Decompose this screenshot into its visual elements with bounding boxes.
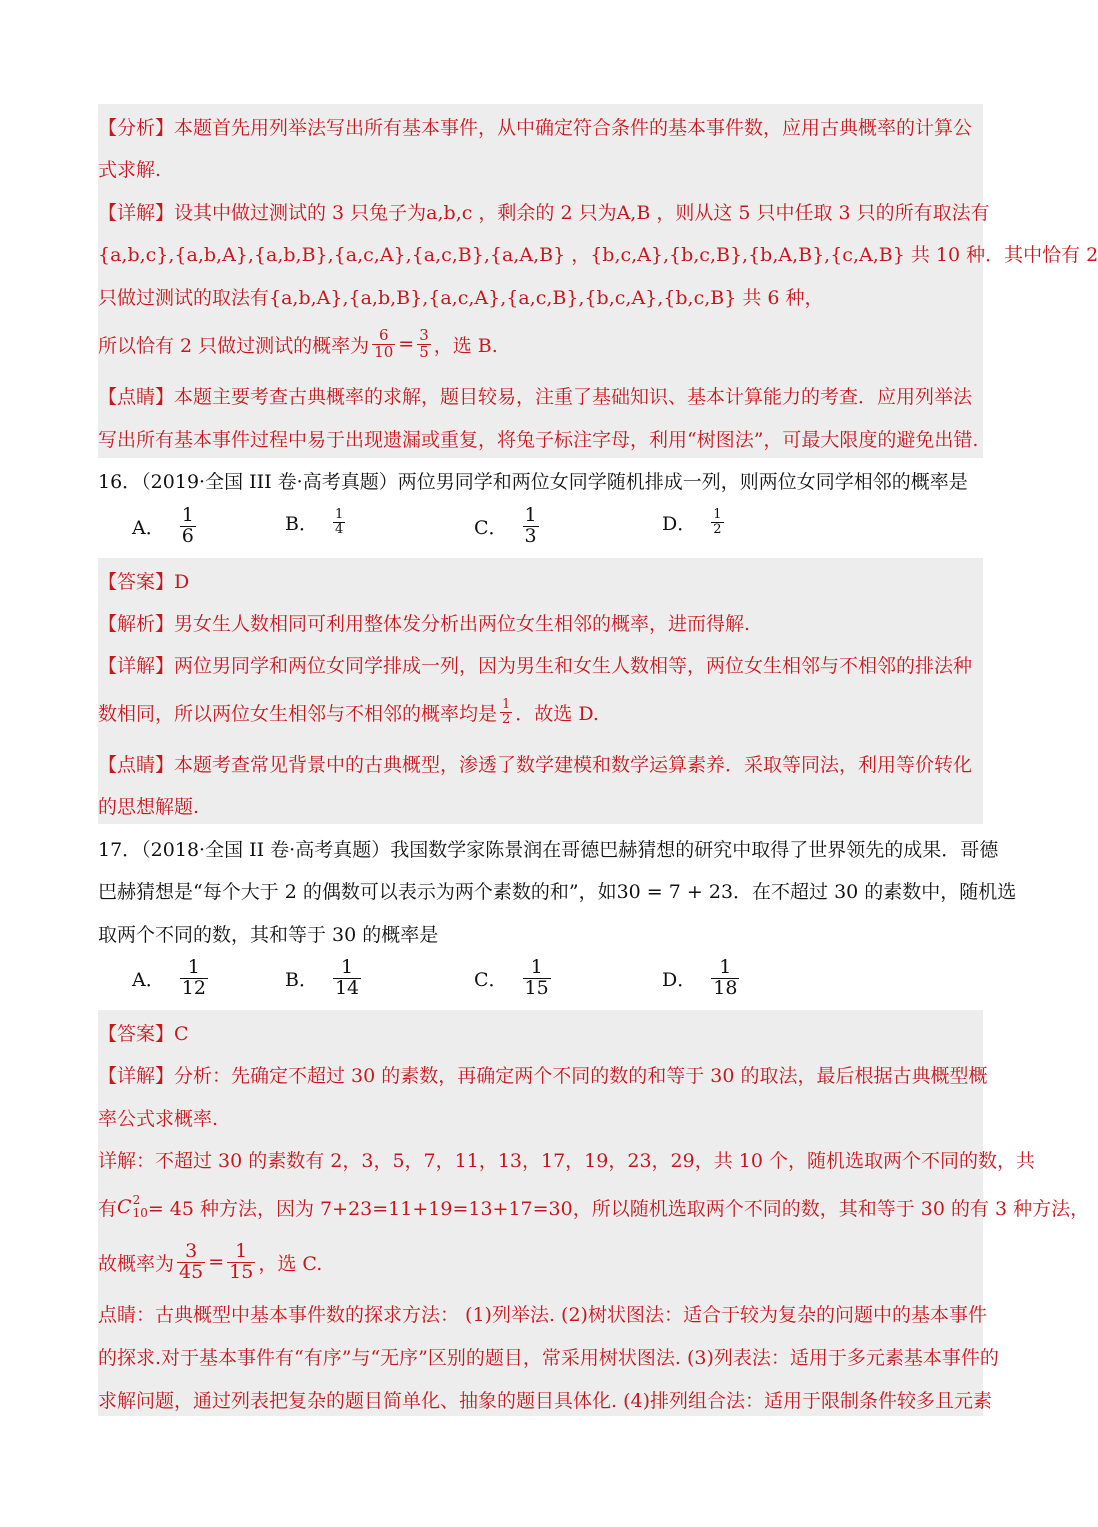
q17-option-a: [132, 958, 211, 999]
denominator: 10: [374, 342, 394, 361]
option-label: D．: [662, 968, 697, 991]
q17-stem-line-2: 巴赫猜想是“每个大于 2 的偶数可以表示为两个素数的和”，如30 = 7 + 23．在不超过 30 的素数中，随机选: [98, 881, 1017, 903]
q15-detail-line-3: 只做过测试的取法有{a,b,A},{a,b,B},{a,c,A},{a,c,B},{b,c,A},{b,c,B} 共 6 种，: [98, 287, 824, 309]
option-label: D．: [662, 512, 697, 535]
option-fraction: [333, 958, 361, 999]
comb-subscript: 10: [132, 1206, 148, 1220]
q17-stem-line-3: 取两个不同的数，其和等于 30 的概率是: [98, 924, 439, 946]
denominator: 3: [524, 524, 537, 547]
q17-fraction-1-15: [227, 1239, 255, 1283]
q17-answer: 【答案】C: [98, 1023, 189, 1045]
q17-solution-line-1: 详解：不超过 30 的素数有 2，3，5，7，11，13，17，19，23，29，共 10 个，随机选取两个不同的数，共: [98, 1150, 1035, 1172]
denominator: 6: [181, 524, 194, 547]
q17-solution-prefix: 有: [98, 1197, 118, 1220]
denominator: 45: [179, 1260, 204, 1283]
q16-option-d: [662, 508, 727, 536]
option-label: A．: [132, 968, 165, 991]
q17-detail-line-1: 【详解】分析：先确定不超过 30 的素数，再确定两个不同的数的和等于 30 的取法，最后根据古典概型概: [98, 1065, 988, 1087]
q17-solution-suffix: = 45 种方法，因为 7+23=11+19=13+17=30，所以随机选取两个不同的数，其和等于 30 的有 3 种方法，: [147, 1197, 1090, 1220]
q15-probability-line: [98, 322, 983, 366]
q16-comment-line-2: 的思想解题.: [98, 796, 200, 818]
q16-detail-suffix: ．故选 D.: [515, 702, 599, 725]
q16-option-c: [474, 506, 542, 547]
q16-stem: 16．（2019·全国 III 卷·高考真题）两位男同学和两位女同学随机排成一列，则两位女同学相邻的概率是: [98, 471, 968, 493]
option-fraction: [711, 958, 739, 999]
option-label: A．: [132, 516, 165, 539]
numerator: 1: [719, 956, 732, 978]
denominator: 5: [419, 342, 429, 361]
numerator: 1: [524, 504, 537, 526]
q15-comment-line-2: 写出所有基本事件过程中易于出现遗漏或重复，将兔子标注字母，利用“树图法”，可最大限度的避免出错.: [98, 429, 979, 451]
q16-analysis: 【解析】男女生人数相同可利用整体发分析出两位女生相邻的概率，进而得解.: [98, 613, 751, 635]
q17-stem-line-1: 17．（2018·全国 II 卷·高考真题）我国数学家陈景润在哥德巴赫猜想的研究中取得了世界领先的成果．哥德: [98, 839, 999, 861]
numerator: 1: [235, 1239, 248, 1262]
q17-solution-prob-suffix: ，选 C.: [258, 1252, 323, 1275]
q15-comment-line-1: 【点睛】本题主要考查古典概率的求解，题目较易，注重了基础知识、基本计算能力的考查．应用列举法: [98, 386, 973, 408]
denominator: 15: [229, 1260, 254, 1283]
numerator: 1: [181, 504, 194, 526]
q17-comment-line-1: 点睛：古典概型中基本事件数的探求方法： (1)列举法. (2)树状图法：适合于较为复杂的问题中的基本事件: [98, 1304, 987, 1326]
numerator: 3: [185, 1239, 198, 1262]
q16-detail-fraction: [500, 698, 512, 726]
q16-comment-line-1: 【点睛】本题考查常见背景中的古典概型，渗透了数学建模和数学运算素养．采取等同法，利用等价转化: [98, 754, 973, 776]
q16-option-a: [132, 506, 199, 547]
comb-superscript: 2: [132, 1193, 141, 1208]
q16-detail-line-1: 【详解】两位男同学和两位女同学排成一列，因为男生和女生人数相等，两位女生相邻与不相邻的排法种: [98, 655, 973, 677]
q15-detail-line-1: 【详解】设其中做过测试的 3 只兔子为a,b,c ，剩余的 2 只为A,B ，则从这 5 只中任取 3 只的所有取法有: [98, 202, 990, 224]
denominator: 12: [181, 976, 206, 999]
option-fraction: [180, 506, 196, 547]
numerator: 1: [187, 956, 200, 978]
option-fraction: [711, 508, 723, 536]
option-label: B．: [285, 968, 318, 991]
denominator: 4: [334, 521, 344, 537]
q15-analysis-line-2: 式求解.: [98, 159, 162, 181]
q17-comment-line-3: 求解问题，通过列表把复杂的题目简单化、抽象的题目具体化. (4)排列组合法：适用于限制条件较多且元素: [98, 1390, 992, 1412]
option-fraction: [180, 958, 208, 999]
q16-detail-prefix: 数相同，所以两位女生相邻与不相邻的概率均是: [98, 702, 498, 725]
q17-solution-prob-prefix: 故概率为: [98, 1252, 175, 1275]
q15-fraction-6-10: [372, 325, 395, 361]
denominator: 2: [713, 521, 722, 537]
denominator: 15: [524, 976, 549, 999]
numerator: 3: [419, 325, 429, 344]
numerator: 1: [530, 956, 543, 978]
q17-solution-line-3: [98, 1238, 983, 1286]
q17-fraction-3-45: [177, 1239, 205, 1283]
numerator: 6: [378, 325, 389, 344]
q16-detail-line-2: [98, 690, 983, 734]
q15-prob-suffix: ，选 B.: [433, 334, 498, 357]
denominator: 18: [713, 976, 738, 999]
numerator: 1: [341, 956, 354, 978]
q17-detail-line-2: 率公式求概率.: [98, 1108, 219, 1130]
q16-option-b: [285, 508, 348, 536]
numerator: 1: [713, 507, 722, 522]
q15-fraction-3-5: [417, 325, 431, 361]
equals-sign: =: [208, 1251, 225, 1273]
option-label: C．: [474, 516, 508, 539]
equals-sign: =: [398, 333, 415, 355]
option-label: C．: [474, 968, 508, 991]
denominator: 2: [502, 711, 511, 727]
q17-option-c: [474, 958, 554, 999]
option-label: B．: [285, 512, 318, 535]
q15-detail-line-2: {a,b,c},{a,b,A},{a,b,B},{a,c,A},{a,c,B},{a,A,B} ，{b,c,A},{b,c,B},{b,A,B},{c,A,B} 共 10 种．其中恰有 2: [98, 244, 1098, 266]
q15-prob-prefix: 所以恰有 2 只做过测试的概率为: [98, 334, 370, 357]
q16-answer: 【答案】D: [98, 571, 190, 593]
q17-option-b: [285, 958, 364, 999]
numerator: 1: [502, 696, 511, 712]
option-fraction: [523, 506, 539, 547]
q17-option-d: [662, 958, 742, 999]
option-fraction: [333, 508, 345, 536]
option-fraction: [523, 958, 551, 999]
denominator: 14: [334, 976, 360, 999]
comb-base: C: [117, 1196, 132, 1218]
q17-comment-line-2: 的探求.对于基本事件有“有序”与“无序”区别的题目，常采用树状图法. (3)列表法：适用于多元素基本事件的: [98, 1347, 999, 1369]
q17-combination: [117, 1194, 148, 1219]
numerator: 1: [334, 507, 344, 522]
q15-analysis-line-1: 【分析】本题首先用列举法写出所有基本事件，从中确定符合条件的基本事件数，应用古典概率的计算公: [98, 117, 973, 139]
q17-solution-line-2: [98, 1185, 1090, 1229]
